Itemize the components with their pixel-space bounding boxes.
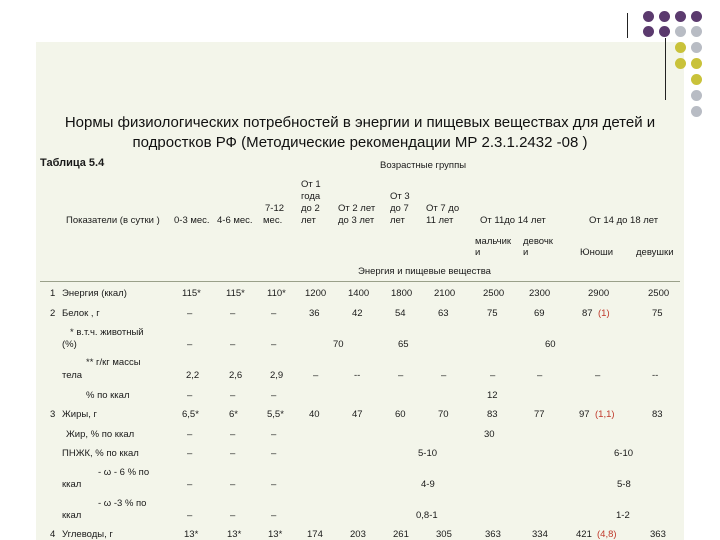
table-cell: –	[271, 308, 277, 319]
table-cell: 334	[532, 529, 548, 540]
table-cell: ПНЖК, % по ккал	[62, 448, 139, 459]
table-cell: 2500	[648, 288, 670, 299]
slide-title	[36, 113, 684, 153]
header-col-2-3-a: От 2 лет	[338, 203, 376, 214]
table-cell: –	[313, 370, 319, 381]
table-cell: –	[187, 390, 193, 401]
table-cell: 2,9	[270, 370, 284, 381]
table-cell: (4,8)	[597, 529, 617, 540]
header-girls-a: девочк	[523, 236, 553, 247]
table-cell: 2100	[434, 288, 456, 299]
table-cell: –	[271, 510, 277, 521]
header-col-1-2-b: года	[301, 191, 321, 202]
table-cell: 1	[50, 288, 56, 299]
table-cell: --	[354, 370, 361, 381]
table-cell: 36	[309, 308, 320, 319]
table-cell: –	[187, 308, 193, 319]
table-cell: –	[230, 429, 236, 440]
table-cell: 174	[307, 529, 323, 540]
header-youths: Юноши	[580, 247, 614, 258]
table-cell: Углеводы, г	[62, 529, 113, 540]
table-cell: 70	[333, 339, 344, 350]
header-col-7-12-a: 7-12	[265, 203, 285, 214]
table-cell: 3	[50, 409, 56, 420]
table-cell: * в.т.ч. животный	[70, 327, 144, 338]
header-col-0-3: 0-3 мес.	[174, 215, 210, 226]
table-cell: 2	[50, 308, 56, 319]
table-cell: 60	[395, 409, 406, 420]
table-cell: 261	[393, 529, 409, 540]
header-divider	[40, 281, 680, 282]
table-cell: –	[187, 510, 193, 521]
table-cell: ккал	[62, 510, 82, 521]
table-cell: –	[230, 510, 236, 521]
table-cell: Белок , г	[62, 308, 100, 319]
table-cell: –	[595, 370, 601, 381]
header-col-11-14: От 11до 14 лет	[480, 215, 546, 226]
table-cell: 115*	[226, 288, 245, 299]
table-cell: 75	[652, 308, 663, 319]
table-cell: 2500	[483, 288, 505, 299]
table-cell: –	[271, 479, 277, 490]
table-cell: –	[271, 339, 277, 350]
table-cell: –	[271, 390, 277, 401]
table-cell: 40	[309, 409, 320, 420]
table-cell: 60	[545, 339, 556, 350]
table-cell: –	[441, 370, 447, 381]
table-cell: –	[271, 429, 277, 440]
table-cell: 110*	[267, 288, 286, 299]
decor-line-1	[627, 13, 628, 38]
table-cell: –	[271, 448, 277, 459]
header-col-1-2-a: От 1	[301, 179, 321, 190]
table-cell: –	[230, 339, 236, 350]
header-col-1-2-d: лет	[301, 215, 316, 226]
table-cell: тела	[62, 370, 83, 381]
header-col-7-11-a: От 7 до	[426, 203, 460, 214]
table-cell: –	[187, 448, 193, 459]
table-cell: –	[537, 370, 543, 381]
table-cell: (1,1)	[595, 409, 615, 420]
header-girls-14-18: девушки	[636, 247, 674, 258]
table-cell: 13*	[268, 529, 283, 540]
table-cell: 363	[650, 529, 666, 540]
table-cell: 0,8-1	[416, 510, 438, 521]
header-col-14-18: От 14 до 18 лет	[589, 215, 659, 226]
table-cell: 42	[352, 308, 363, 319]
title-line-2: подростков РФ (Методические рекомендации МР 2.3.1.2432 -08 )	[132, 134, 588, 151]
table-cell: –	[230, 390, 236, 401]
header-boys-a: мальчик	[475, 236, 512, 247]
table-cell: 77	[534, 409, 545, 420]
table-cell: - ω - 6 % по	[98, 467, 150, 478]
table-cell: ** г/кг массы	[86, 357, 141, 368]
table-cell: 1-2	[616, 510, 630, 521]
table-cell: –	[230, 448, 236, 459]
table-cell: 5-8	[617, 479, 631, 490]
table-cell: 65	[398, 339, 409, 350]
table-cell: 5-10	[418, 448, 438, 459]
table-cell: 1200	[305, 288, 327, 299]
table-cell: 63	[438, 308, 449, 319]
table-cell: 70	[438, 409, 449, 420]
table-cell: 12	[487, 390, 498, 401]
header-col-4-6: 4-6 мес.	[217, 215, 253, 226]
table-cell: –	[490, 370, 496, 381]
table-cell: 83	[487, 409, 498, 420]
section-header: Энергия и пищевые вещества	[358, 266, 491, 277]
table-cell: –	[187, 339, 193, 350]
header-indicators: Показатели (в сутки )	[66, 215, 160, 226]
table-cell: 47	[352, 409, 363, 420]
header-col-3-7-c: лет	[390, 215, 405, 226]
table-cell: --	[652, 370, 659, 381]
table-caption: Таблица 5.4	[40, 157, 105, 169]
table-cell: Энергия (ккал)	[62, 288, 127, 299]
header-col-7-11-b: 11 лет	[426, 215, 454, 226]
table-cell: (%)	[62, 339, 77, 350]
header-col-3-7-a: От 3	[390, 191, 410, 202]
decor-line-2	[665, 38, 666, 100]
table-cell: 363	[485, 529, 501, 540]
table-cell: –	[187, 479, 193, 490]
table-cell: 2300	[529, 288, 551, 299]
table-cell: 115*	[182, 288, 201, 299]
table-cell: 69	[534, 308, 545, 319]
table-cell: 1800	[391, 288, 413, 299]
table-cell: 421	[576, 529, 592, 540]
table-cell: 13*	[184, 529, 199, 540]
table-cell: Жиры, г	[62, 409, 97, 420]
table-cell: 87	[582, 308, 593, 319]
table-cell: 30	[484, 429, 495, 440]
table-cell: –	[230, 308, 236, 319]
table-cell: 6,5*	[182, 409, 199, 420]
table-cell: 97	[579, 409, 590, 420]
header-col-2-3-b: до 3 лет	[338, 215, 375, 226]
table-cell: 305	[436, 529, 452, 540]
header-col-1-2-c: до 2	[301, 203, 320, 214]
age-groups-header: Возрастные группы	[380, 160, 467, 171]
table-cell: 83	[652, 409, 663, 420]
table-cell: 203	[350, 529, 366, 540]
table-cell: 1400	[348, 288, 370, 299]
title-line-1: Нормы физиологических потребностей в энергии и пищевых веществах для детей и	[64, 114, 656, 131]
header-col-3-7-b: до 7	[390, 203, 409, 214]
table-cell: 2900	[588, 288, 610, 299]
table-cell: 75	[487, 308, 498, 319]
table-cell: 4	[50, 529, 56, 540]
header-boys-b: и	[475, 247, 481, 258]
table-cell: 4-9	[421, 479, 435, 490]
table-cell: 6-10	[614, 448, 634, 459]
table-cell: –	[398, 370, 404, 381]
table-cell: (1)	[598, 308, 610, 319]
header-col-7-12-b: мес.	[263, 215, 283, 226]
table-cell: % по ккал	[86, 390, 130, 401]
table-cell: –	[187, 429, 193, 440]
table-cell: 2,6	[229, 370, 243, 381]
table-cell: 54	[395, 308, 406, 319]
table-cell: 13*	[227, 529, 242, 540]
table-cell: 5,5*	[267, 409, 284, 420]
table-cell: ккал	[62, 479, 82, 490]
table-cell: –	[230, 479, 236, 490]
table-cell: - ω -3 % по	[98, 498, 147, 509]
header-girls-b: и	[523, 247, 529, 258]
table-cell: 2,2	[186, 370, 200, 381]
table-cell: 6*	[229, 409, 238, 420]
table-cell: Жир, % по ккал	[66, 429, 135, 440]
